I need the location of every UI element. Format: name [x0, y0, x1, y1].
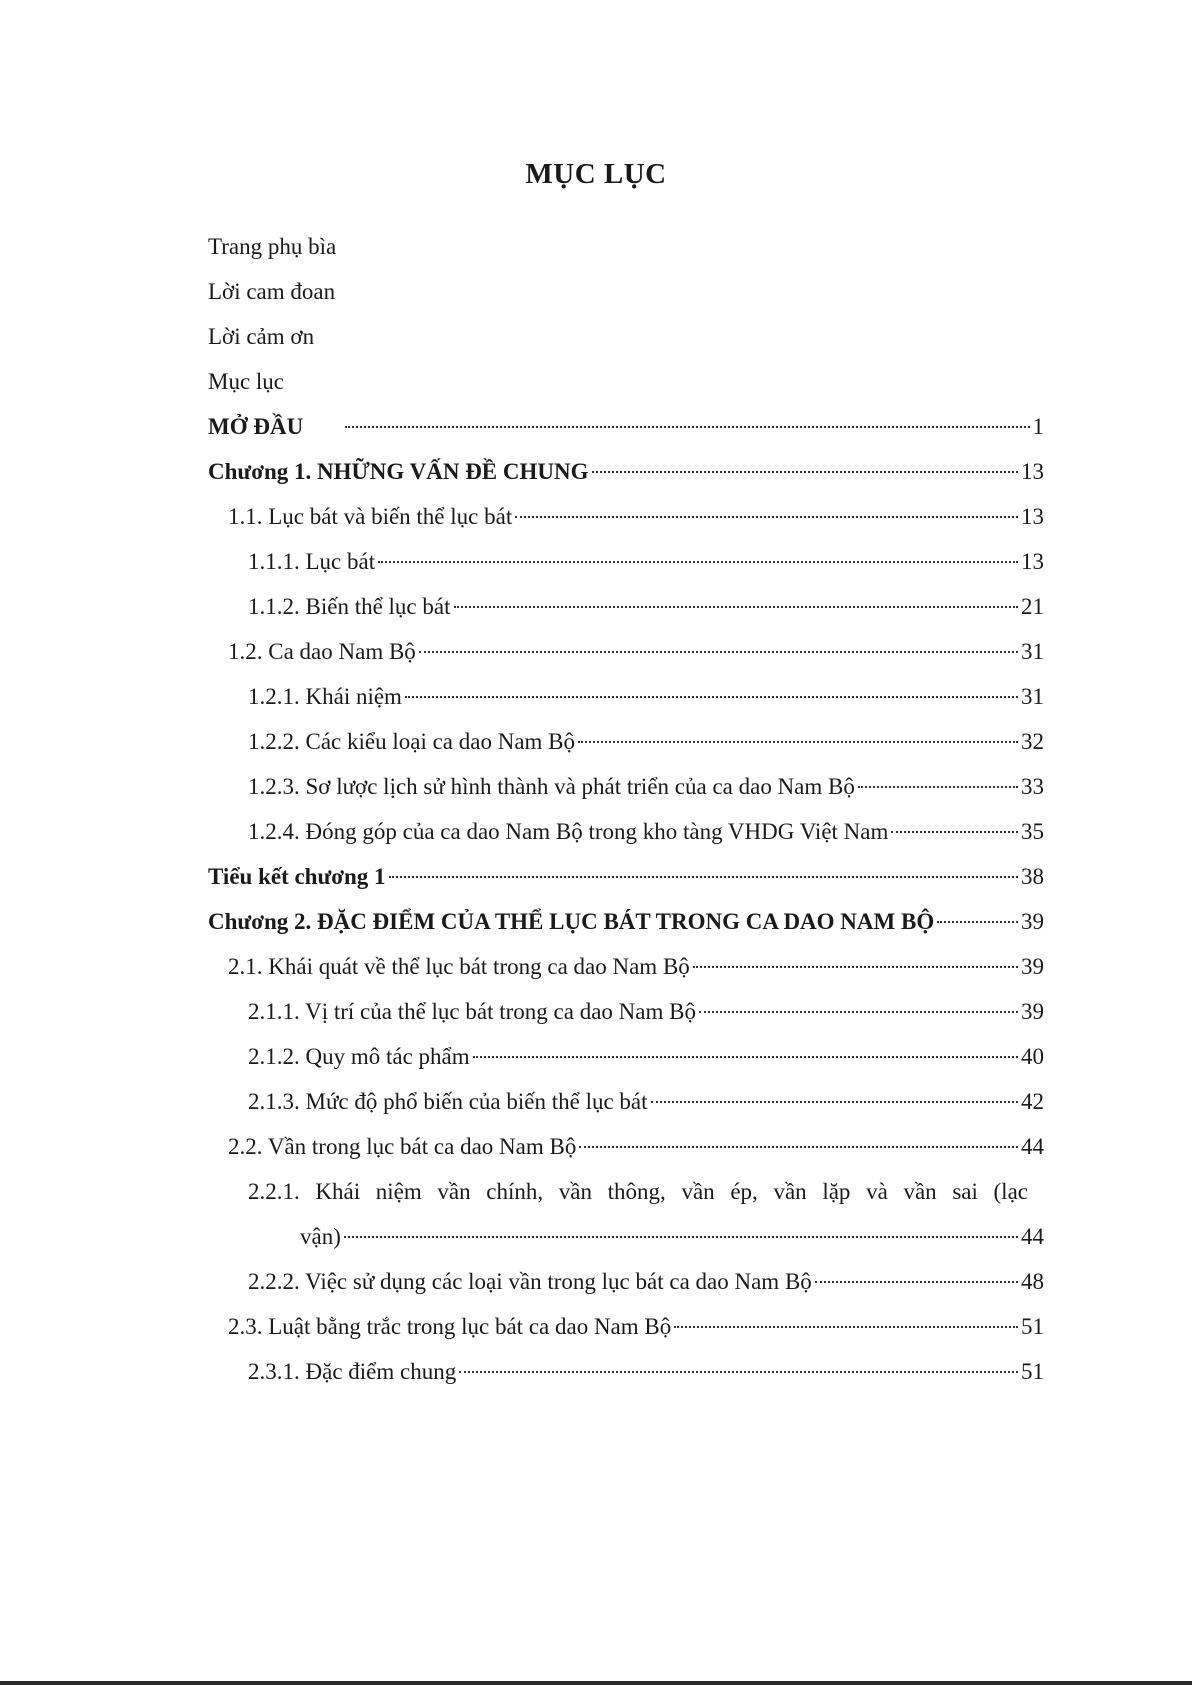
- toc-entry-page: 40: [1021, 1044, 1044, 1069]
- toc-entry[interactable]: [208, 584, 1044, 629]
- dot-leader: [815, 1281, 1018, 1283]
- toc-entry[interactable]: [208, 809, 1044, 854]
- dot-leader: [699, 1011, 1018, 1013]
- toc-front-matter-item[interactable]: Lời cảm ơn: [208, 324, 315, 349]
- toc-entry-label: 2.1.1. Vị trí của thể lục bát trong ca dao Nam Bộ: [248, 999, 696, 1024]
- toc-entry-page: 31: [1021, 684, 1044, 709]
- toc-entry[interactable]: [208, 1124, 1044, 1169]
- toc-entry-page: 38: [1021, 864, 1044, 889]
- toc-entry[interactable]: [208, 719, 1044, 764]
- toc-entry[interactable]: [208, 1259, 1044, 1304]
- toc-entry-page: 31: [1021, 639, 1044, 664]
- toc-front-matter-item[interactable]: Trang phụ bìa: [208, 234, 337, 259]
- toc-entry-label: 2.1. Khái quát về thể lục bát trong ca dao Nam Bộ: [228, 954, 690, 979]
- toc-entry-label: 2.2.1. Khái niệm vần chính, vần thông, vần ép, vần lặp và vần sai (lạc: [248, 1179, 1028, 1204]
- toc-entry-label: 2.1.3. Mức độ phổ biến của biến thể lục bát: [248, 1089, 648, 1114]
- dot-leader: [937, 921, 1018, 923]
- toc-entry[interactable]: [208, 944, 1044, 989]
- toc-entry-label-continued: vận): [300, 1224, 341, 1249]
- dot-leader: [592, 471, 1018, 473]
- toc-entry-label: 1.1.2. Biến thể lục bát: [248, 594, 451, 619]
- dot-leader: [693, 966, 1018, 968]
- toc-entry[interactable]: [208, 539, 1044, 584]
- toc-entry[interactable]: [208, 449, 1044, 494]
- dot-leader: [651, 1101, 1018, 1103]
- toc-entry-label: MỞ ĐẦU: [208, 414, 304, 439]
- toc-entry-page: 44: [1021, 1134, 1044, 1159]
- dot-leader: [578, 741, 1018, 743]
- toc-entry-continuation: [248, 1214, 1044, 1259]
- toc-entry-page: 42: [1021, 1089, 1044, 1114]
- toc-entry-page: 51: [1021, 1314, 1044, 1339]
- dot-leader: [405, 696, 1018, 698]
- toc-entry-label: 1.2.4. Đóng góp của ca dao Nam Bộ trong kho tàng VHDG Việt Nam: [248, 819, 889, 844]
- toc-entry-label: Tiểu kết chương 1: [208, 864, 386, 889]
- toc-entry-label: 2.3.1. Đặc điểm chung: [248, 1359, 457, 1384]
- toc-entry[interactable]: [208, 674, 1044, 719]
- dot-leader: [344, 1236, 1018, 1238]
- bottom-edge-line: [0, 1681, 1192, 1685]
- toc-entry[interactable]: [208, 1034, 1044, 1079]
- toc-front-matter-item[interactable]: Mục lục: [208, 369, 285, 394]
- toc-entry-label: 1.2. Ca dao Nam Bộ: [228, 639, 416, 664]
- dot-leader: [378, 561, 1018, 563]
- toc-front-matter-item[interactable]: Lời cam đoan: [208, 279, 336, 304]
- dot-leader: [345, 426, 1029, 428]
- toc-entry-page: 39: [1021, 999, 1044, 1024]
- dot-leader: [674, 1326, 1018, 1328]
- toc-entry-page: 13: [1021, 504, 1044, 529]
- toc-entry-page: 39: [1021, 954, 1044, 979]
- toc-entry[interactable]: [208, 764, 1044, 809]
- toc-entry-label: 2.2. Vần trong lục bát ca dao Nam Bộ: [228, 1134, 577, 1159]
- toc-entry-label: 1.1. Lục bát và biến thể lục bát: [228, 504, 513, 529]
- toc-entry[interactable]: [208, 1169, 1044, 1259]
- dot-leader: [891, 831, 1018, 833]
- toc-entry-label: Chương 1. NHỮNG VẤN ĐỀ CHUNG: [208, 459, 589, 484]
- toc-entry[interactable]: [208, 1304, 1044, 1349]
- toc-entry-label: 2.1.2. Quy mô tác phẩm: [248, 1044, 470, 1069]
- dot-leader: [579, 1146, 1018, 1148]
- toc-entry[interactable]: [208, 989, 1044, 1034]
- toc-entry-page: 21: [1021, 594, 1044, 619]
- toc-entry-page: 32: [1021, 729, 1044, 754]
- table-of-contents: [208, 224, 1044, 1394]
- dot-leader: [454, 606, 1019, 608]
- toc-entry[interactable]: [208, 494, 1044, 539]
- toc-entry-label: 1.1.1. Lục bát: [248, 549, 376, 574]
- toc-entry-page: 13: [1021, 459, 1044, 484]
- toc-entry-label: 1.2.3. Sơ lược lịch sử hình thành và phát triển của ca dao Nam Bộ: [248, 774, 855, 799]
- toc-entry-page: 51: [1021, 1359, 1044, 1384]
- toc-entry[interactable]: [208, 629, 1044, 674]
- toc-entry-page: 33: [1021, 774, 1044, 799]
- toc-entry[interactable]: [208, 854, 1044, 899]
- dot-leader: [515, 516, 1018, 518]
- toc-entry-label: 1.2.2. Các kiểu loại ca dao Nam Bộ: [248, 729, 576, 754]
- toc-entry-page: 1: [1032, 414, 1044, 439]
- toc-entry-page: 44: [1021, 1224, 1044, 1249]
- dot-leader: [473, 1056, 1018, 1058]
- dot-leader: [419, 651, 1018, 653]
- toc-entry-page: 39: [1021, 909, 1044, 934]
- dot-leader: [858, 786, 1018, 788]
- toc-entry[interactable]: [208, 1079, 1044, 1124]
- toc-entry-label: Chương 2. ĐẶC ĐIỂM CỦA THỂ LỤC BÁT TRONG CA DAO NAM BỘ: [208, 909, 935, 934]
- toc-entry-page: 13: [1021, 549, 1044, 574]
- toc-entry-label: 2.2.2. Việc sử dụng các loại vần trong lục bát ca dao Nam Bộ: [248, 1269, 812, 1294]
- toc-entry-label: 2.3. Luật bằng trắc trong lục bát ca dao Nam Bộ: [228, 1314, 672, 1339]
- toc-entry[interactable]: [208, 404, 1044, 449]
- toc-entry-page: 48: [1021, 1269, 1044, 1294]
- toc-entry[interactable]: [208, 1349, 1044, 1394]
- toc-entry-page: 35: [1021, 819, 1044, 844]
- toc-entry-label: 1.2.1. Khái niệm: [248, 684, 402, 709]
- page-title: MỤC LỤC: [525, 158, 667, 190]
- toc-entry[interactable]: [208, 899, 1044, 944]
- dot-leader: [389, 876, 1018, 878]
- dot-leader: [459, 1371, 1018, 1373]
